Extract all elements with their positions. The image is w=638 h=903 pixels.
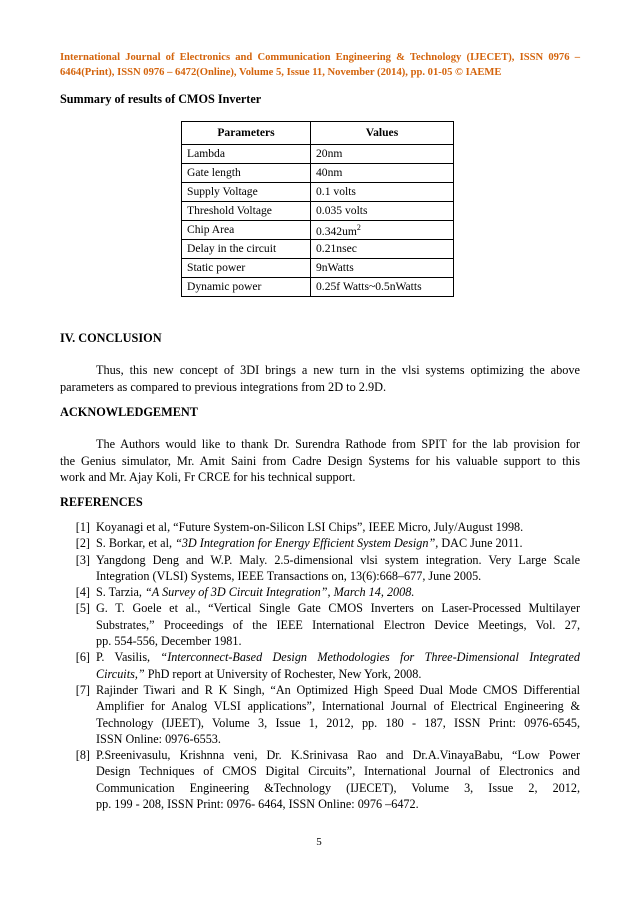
reference-authors: S. Borkar, et al,	[96, 536, 176, 551]
reference-text: ISSN Online: 0976-6553.	[96, 731, 221, 746]
reference-authors: S. Tarzia,	[96, 585, 146, 600]
reference-text: Substrates,” Proceedings of the IEEE International Electron Device Meetings, Vol. 27,	[96, 617, 580, 632]
reference-number: [2]	[75, 536, 90, 551]
table-header-row	[182, 122, 454, 145]
acknowledgement-paragraph	[60, 436, 580, 486]
table-header-values: Values	[311, 122, 454, 145]
table-cell-parameter: Chip Area	[182, 221, 311, 240]
table-header-parameters: Parameters	[182, 122, 311, 145]
table-row	[182, 221, 454, 240]
reference-number: [4]	[75, 585, 90, 600]
reference-item	[60, 584, 580, 600]
reference-number: [8]	[75, 748, 90, 763]
references-list	[60, 519, 580, 812]
reference-text: Yangdong Deng and W.P. Maly. 2.5-dimensional vlsi system integration. Very Large Scale	[96, 552, 580, 567]
table-cell-parameter: Gate length	[182, 164, 311, 183]
page-number: 5	[316, 836, 322, 848]
table-cell-value: 0.25f Watts~0.5nWatts	[311, 278, 454, 297]
table-row	[182, 145, 454, 164]
table-cell-value	[311, 221, 454, 240]
reference-title: “A Survey of 3D Circuit Integration”, March 14, 2008.	[145, 585, 415, 600]
table-cell-parameter: Static power	[182, 259, 311, 278]
table-row	[182, 240, 454, 259]
reference-item	[60, 535, 580, 551]
reference-number: [1]	[75, 520, 90, 534]
reference-text: Rajinder Tiwari and R K Singh, “An Optimized High Speed Dual Mode CMOS Differential	[96, 682, 580, 697]
references-heading: REFERENCES	[60, 495, 143, 509]
table-cell-parameter: Dynamic power	[182, 278, 311, 297]
table-cell-parameter: Lambda	[182, 145, 311, 164]
reference-item	[60, 747, 580, 812]
table-row	[182, 259, 454, 278]
table-cell-value: 9nWatts	[311, 259, 454, 278]
reference-text: Design Techniques of CMOS Digital Circuits”, International Journal of Electronics and	[96, 764, 580, 779]
table-cell-value: 0.21nsec	[311, 240, 454, 259]
journal-header-line-2: 6464(Print), ISSN 0976 – 6472(Online), Volume 5, Issue 11, November (2014), pp. 01-05 © IAEME	[60, 67, 502, 78]
reference-authors: P. Vasilis,	[96, 650, 161, 665]
table-cell-parameter: Threshold Voltage	[182, 202, 311, 221]
journal-header	[60, 50, 580, 80]
acknowledgement-line: The Authors would like to thank Dr. Surendra Rathode from SPIT for the lab provision for	[96, 437, 580, 451]
table-cell-parameter: Supply Voltage	[182, 183, 311, 202]
table-cell-value: 0.035 volts	[311, 202, 454, 221]
conclusion-line: parameters as compared to previous integrations from 2D to 2.9D.	[60, 379, 387, 394]
conclusion-heading: IV. CONCLUSION	[60, 331, 162, 345]
reference-item	[60, 600, 580, 649]
reference-text: Technology (IJEET), Volume 3, Issue 1, 2012, pp. 180 - 187, ISSN Print: 0976-6545,	[96, 715, 580, 730]
table-cell-parameter: Delay in the circuit	[182, 240, 311, 259]
reference-venue: PhD report at University of Rochester, New York, 2008.	[144, 666, 422, 681]
reference-text: Integration (VLSI) Systems, IEEE Transactions on, 13(6):668–677, June 2005.	[96, 568, 482, 583]
reference-text: Amplifier for Analog VLSI applications”, International Journal of Electrical Engineering &	[96, 699, 580, 714]
reference-title-cont: Circuits,”	[96, 666, 145, 681]
reference-number: [6]	[75, 650, 90, 665]
reference-text: Communication Engineering &Technology (IJECET), Volume 3, Issue 2, 2012,	[96, 780, 580, 795]
reference-text: pp. 199 - 208, ISSN Print: 0976- 6464, ISSN Online: 0976 –6472.	[96, 797, 419, 812]
reference-text: G. T. Goele et al., “Vertical Single Gate CMOS Inverters on Laser-Processed Multilayer	[96, 601, 580, 616]
results-table	[181, 121, 454, 297]
table-row	[182, 183, 454, 202]
reference-text: P.Sreenivasulu, Krishnna veni, Dr. K.Srinivasa Rao and Dr.A.VinayaBabu, “Low Power	[96, 748, 580, 763]
table-cell-value: 20nm	[311, 145, 454, 164]
table-row	[182, 278, 454, 297]
reference-title: “Interconnect-Based Design Methodologies for Three-Dimensional Integrated	[160, 650, 580, 665]
reference-item	[60, 552, 580, 585]
reference-number: [7]	[75, 682, 90, 697]
acknowledgement-line: the Genius simulator, Mr. Amit Saini from Cadre Design Systems for his valuable support to this	[60, 453, 580, 468]
table-cell-value: 0.1 volts	[311, 183, 454, 202]
acknowledgement-line: work and Mr. Ajay Koli, Fr CRCE for his technical support.	[60, 470, 356, 484]
chip-area-value: 0.342um	[316, 224, 357, 238]
journal-header-line-1: International Journal of Electronics and Communication Engineering & Technology (IJECET), ISSN 0976 –	[60, 52, 580, 63]
reference-title: “3D Integration for Energy Efficient System Design”	[175, 536, 436, 551]
chip-area-superscript: 2	[356, 223, 361, 233]
reference-item	[60, 682, 580, 747]
conclusion-paragraph	[60, 362, 580, 395]
table-row	[182, 164, 454, 183]
acknowledgement-heading: ACKNOWLEDGEMENT	[60, 405, 199, 419]
table-caption: Summary of results of CMOS Inverter	[60, 92, 262, 106]
conclusion-line: Thus, this new concept of 3DI brings a new turn in the vlsi systems optimizing the above	[96, 363, 580, 377]
reference-item	[60, 519, 580, 535]
reference-number: [3]	[75, 552, 90, 567]
reference-venue: , DAC June 2011.	[435, 536, 523, 551]
reference-text: pp. 554-556, December 1981.	[96, 634, 242, 649]
reference-number: [5]	[75, 601, 90, 616]
table-row	[182, 202, 454, 221]
table-cell-value: 40nm	[311, 164, 454, 183]
reference-item	[60, 649, 580, 682]
reference-text: Koyanagi et al, “Future System-on-Silicon LSI Chips”, IEEE Micro, July/August 1998.	[96, 520, 524, 534]
